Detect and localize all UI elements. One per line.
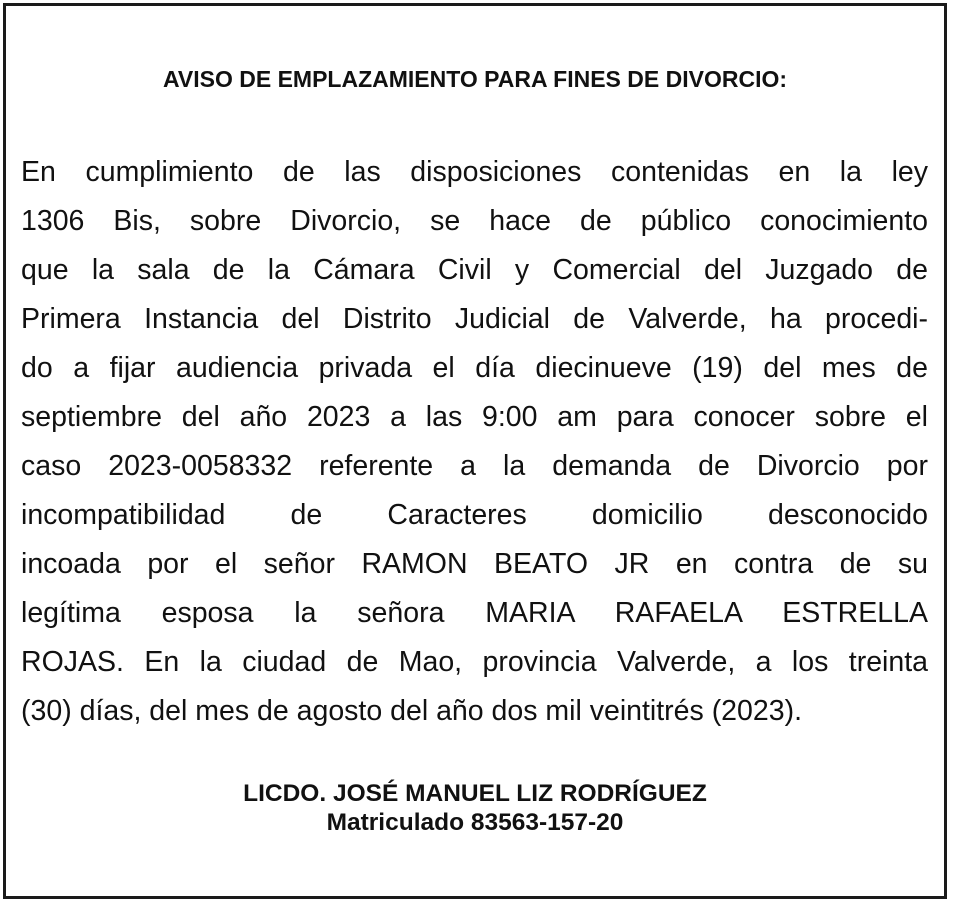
body-line: ROJAS. En la ciudad de Mao, provincia Valverde, a los treinta bbox=[21, 646, 928, 678]
body-line: incoada por el señor RAMON BEATO JR en contra de su bbox=[21, 548, 928, 580]
body-line: En cumplimiento de las disposiciones contenidas en la ley bbox=[21, 156, 928, 188]
body-line: do a fijar audiencia privada el día diecinueve (19) del mes de bbox=[21, 352, 928, 384]
body-line: legítima esposa la señora MARIA RAFAELA ESTRELLA bbox=[21, 597, 928, 629]
body-line-last: (30) días, del mes de agosto del año dos mil veintitrés (2023). bbox=[21, 695, 802, 727]
body-line: caso 2023-0058332 referente a la demanda de Divorcio por bbox=[21, 450, 928, 482]
signature-registration: Matriculado 83563-157-20 bbox=[326, 809, 624, 836]
signature-block bbox=[6, 779, 944, 837]
body-line: septiembre del año 2023 a las 9:00 am para conocer sobre el bbox=[21, 401, 928, 433]
body-line: Primera Instancia del Distrito Judicial de Valverde, ha procedi- bbox=[21, 303, 928, 335]
body-line: 1306 Bis, sobre Divorcio, se hace de público conocimiento bbox=[21, 205, 928, 237]
notice-title: AVISO DE EMPLAZAMIENTO PARA FINES DE DIVORCIO: bbox=[162, 66, 788, 92]
body-line: que la sala de la Cámara Civil y Comercial del Juzgado de bbox=[21, 254, 928, 286]
legal-notice bbox=[3, 3, 947, 899]
notice-body bbox=[21, 148, 928, 736]
signature-name: LICDO. JOSÉ MANUEL LIZ RODRÍGUEZ bbox=[243, 780, 707, 807]
body-line: incompatibilidad de Caracteres domicilio desconocido bbox=[21, 499, 928, 531]
